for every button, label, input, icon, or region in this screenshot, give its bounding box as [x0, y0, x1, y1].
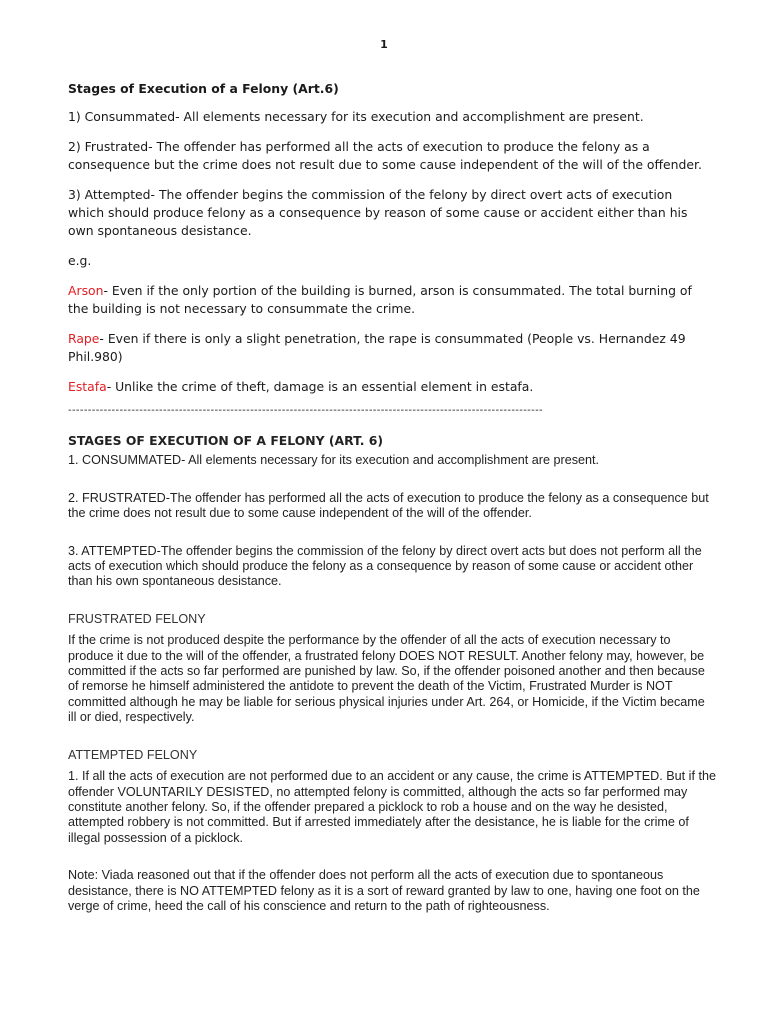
example-text: - Even if the only portion of the building is burned, arson is consummated. The total burning of the building is not necessary to consummate the crime.	[68, 283, 692, 316]
stage-item: 1. CONSUMMATED- All elements necessary for its execution and accomplishment are present.	[68, 453, 600, 468]
attempted-text: 1. If all the acts of execution are not performed due to an accident or any cause, the crime is ATTEMPTED. But if the offender VOLUNTARILY DESISTED, no attempted felony is committed, although the acts so far performed may constitute another felony. So, if the offender prepared a picklock to rob a house and on the way he desisted, attempted robbery is not committed. But if arrested immediately after the desistance, he is liable for the crime of illegal possession of a picklock.	[68, 769, 716, 845]
example-term: Arson	[68, 283, 104, 298]
stage-item: 2) Frustrated- The offender has performed all the acts of execution to produce the felony as a consequence but the crime does not result due to some cause independent of the will of the offender.	[68, 139, 702, 172]
example-label: e.g.	[68, 253, 92, 268]
stage-item: 3. ATTEMPTED-The offender begins the commission of the felony by direct overt acts but does not perform all the acts of execution which should produce the felony as a consequence by reason of some cause or accident other than his own spontaneous desistance.	[68, 543, 702, 589]
stage-item: 1) Consummated- All elements necessary for its execution and accomplishment are present.	[68, 109, 644, 124]
example-estafa	[68, 378, 708, 396]
section-heading: STAGES OF EXECUTION OF A FELONY (ART. 6)	[68, 433, 383, 448]
note-paragraph: Note: Viada reasoned out that if the offender does not perform all the acts of execution due to spontaneous desistance, there is NO ATTEMPTED felony as it is a sort of reward granted by law to one, having one foot on the verge of crime, heed the call of his conscience and return to the path of righteousness.	[68, 868, 700, 913]
example-text: - Unlike the crime of theft, damage is an essential element in estafa.	[106, 379, 534, 394]
example-term: Rape	[68, 331, 100, 346]
stage-item: 2. FRUSTRATED-The offender has performed all the acts of execution to produce the felony as a consequence but the crime does not result due to some cause independent of the will of the offender.	[68, 490, 709, 521]
example-rape	[68, 330, 708, 366]
stage-item: 3) Attempted- The offender begins the commission of the felony by direct overt acts of execution which should produce felony as a consequence by reason of some cause or accident either than his own spontaneous desistance.	[68, 187, 688, 238]
dashed-divider: ------------------------------------------------------------------------------------------------------------------------	[68, 405, 544, 416]
attempted-heading: ATTEMPTED FELONY	[68, 747, 198, 762]
section-stages	[68, 433, 716, 914]
section-heading: Stages of Execution of a Felony (Art.6)	[68, 81, 339, 96]
example-text: - Even if there is only a slight penetration, the rape is consummated (People vs. Hernandez 49 Phil.980)	[68, 331, 686, 364]
example-arson	[68, 282, 708, 318]
frustrated-text: If the crime is not produced despite the performance by the offender of all the acts of execution necessary to produce it due to the will of the offender, a frustrated felony DOES NOT RESULT. Another felony may, however, be committed if the acts so far performed are punished by law. So, if the offender poisoned another and then because of remorse he himself administered the antidote to prevent the death of the Victim, Frustrated Murder is NOT committed although he may be liable for serious physical injuries under Art. 264, or Homicide, if the Victim became ill or died, respectively.	[68, 633, 705, 725]
section-notes	[68, 80, 708, 408]
example-term: Estafa	[68, 379, 107, 394]
frustrated-heading: FRUSTRATED FELONY	[68, 611, 206, 626]
page-number: 1	[380, 38, 388, 51]
